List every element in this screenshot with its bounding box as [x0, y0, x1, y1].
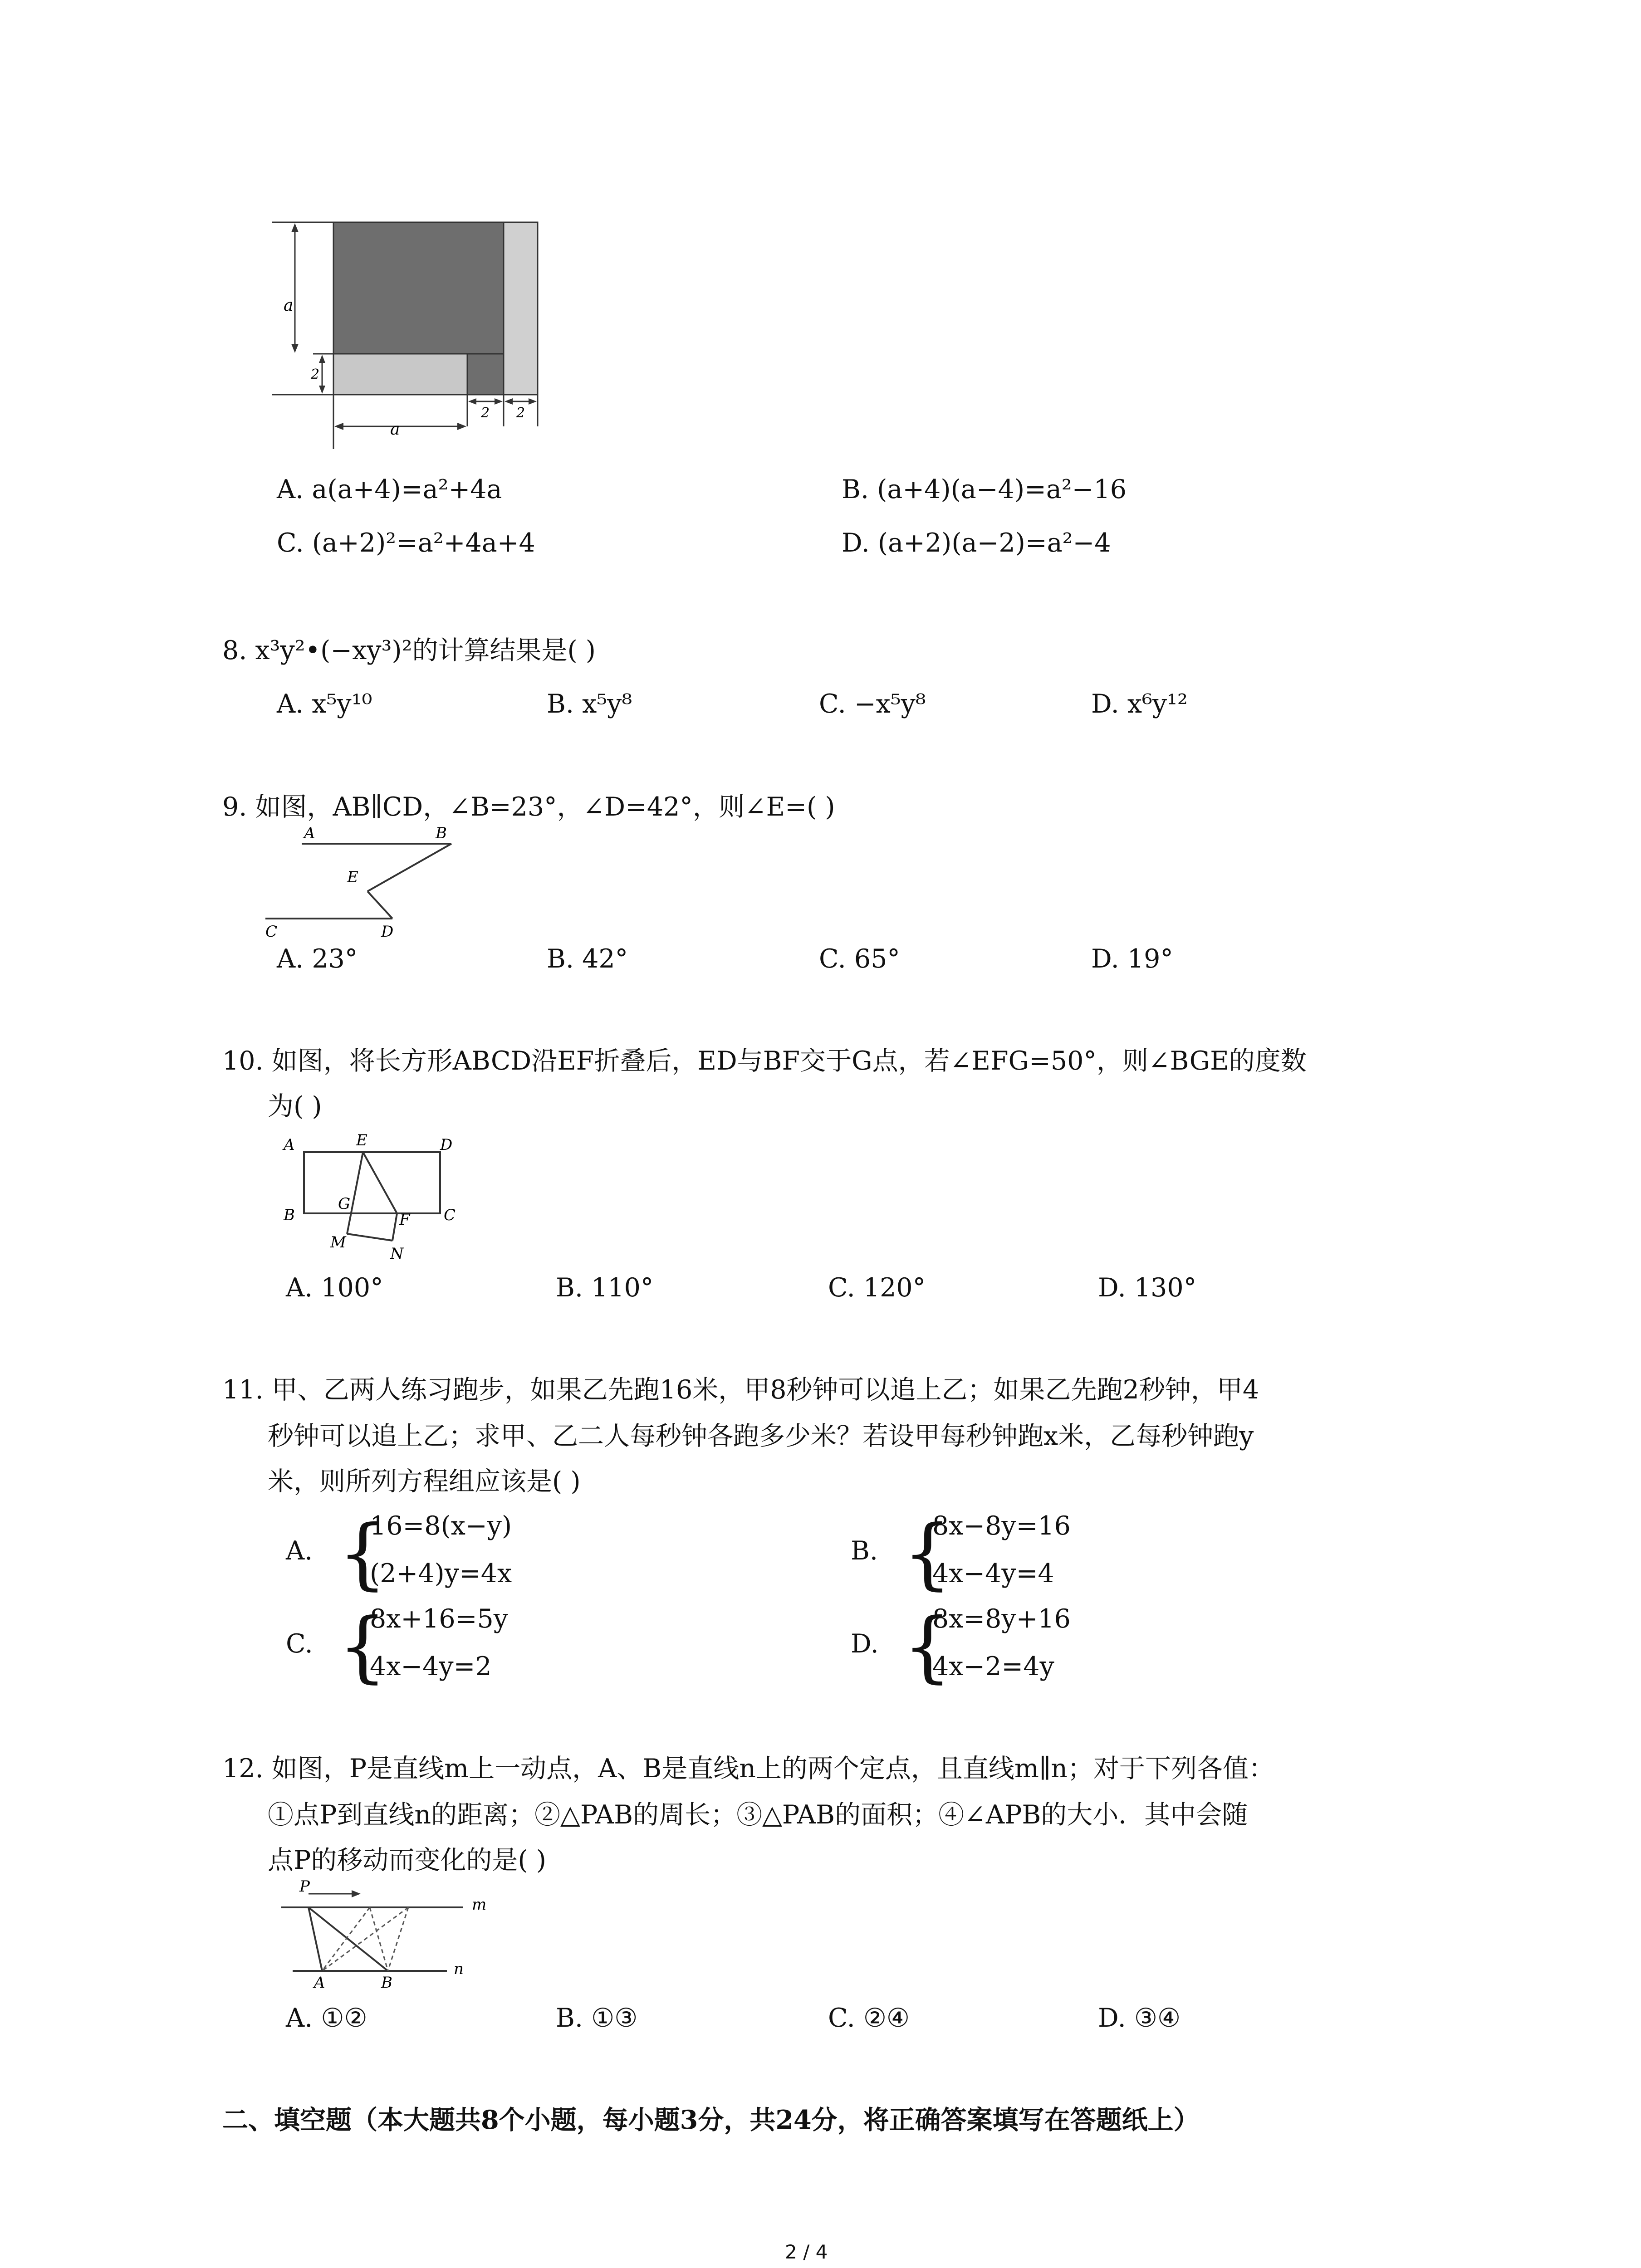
q11-option-d-eq1: 8x=8y+16	[932, 1604, 1071, 1634]
q10-stem-line1: 10. 如图，将长方形ABCD沿EF折叠后，ED与BF交于G点，若∠EFG=50°，则∠BGE的度数	[222, 1046, 1307, 1076]
q10-stem-line2: 为( )	[268, 1091, 322, 1121]
q10-label-M: M	[330, 1233, 346, 1251]
q10-option-b[interactable]: B. 110°	[556, 1273, 654, 1303]
q9-option-c[interactable]: C. 65°	[819, 944, 900, 974]
q10-label-N: N	[390, 1245, 404, 1263]
q7-label-a-bottom: a	[390, 420, 400, 439]
q7-label-a-left: a	[284, 296, 294, 315]
q11-option-d-label[interactable]: D.	[851, 1629, 879, 1659]
q12-option-b[interactable]: B. ①③	[556, 2003, 638, 2033]
q9-option-a[interactable]: A. 23°	[277, 944, 358, 974]
q11-option-c-eq2: 4x−4y=2	[370, 1652, 492, 1681]
q11-option-a-eq2: (2+4)y=4x	[370, 1559, 512, 1589]
q8-option-c[interactable]: C. −x⁵y⁸	[819, 689, 926, 719]
q7-option-d[interactable]: D. (a+2)(a−2)=a²−4	[842, 528, 1111, 558]
q9-option-b[interactable]: B. 42°	[547, 944, 628, 974]
q9-label-E: E	[347, 868, 358, 886]
q11-stem-line2: 秒钟可以追上乙；求甲、乙二人每秒钟各跑多少米？若设甲每秒钟跑x米，乙每秒钟跑y	[268, 1421, 1254, 1451]
q7-label-2-bottom1: 2	[481, 405, 490, 421]
q12-label-P: P	[299, 1877, 310, 1896]
q7-label-2-left: 2	[311, 367, 320, 382]
q9-option-d[interactable]: D. 19°	[1091, 944, 1173, 974]
q10-option-d[interactable]: D. 130°	[1098, 1273, 1197, 1303]
q11-option-c-label[interactable]: C.	[286, 1629, 313, 1659]
q10-option-a[interactable]: A. 100°	[286, 1273, 383, 1303]
q11-stem-line3: 米，则所列方程组应该是( )	[268, 1466, 581, 1496]
q11-option-b-label[interactable]: B.	[851, 1536, 878, 1566]
q11-option-a-label[interactable]: A.	[286, 1536, 313, 1566]
q9-figure	[261, 826, 497, 948]
q12-stem-line2: ①点P到直线n的距离；②△PAB的周长；③△PAB的面积；④∠APB的大小．其中会随	[268, 1800, 1248, 1830]
q11-option-c-eq1: 8x+16=5y	[370, 1604, 508, 1634]
q10-label-D: D	[440, 1136, 453, 1154]
q7-figure	[268, 213, 558, 458]
q8-option-b[interactable]: B. x⁵y⁸	[547, 689, 632, 719]
q11-option-b-eq2: 4x−4y=4	[932, 1559, 1054, 1589]
q12-figure	[272, 1873, 526, 1996]
q10-label-B: B	[284, 1206, 295, 1224]
q11-option-b-brace: {	[903, 1509, 952, 1598]
q12-stem-line3: 点P的移动而变化的是( )	[268, 1845, 546, 1875]
q11-option-c-brace: {	[338, 1602, 387, 1691]
q11-option-a-brace: {	[338, 1509, 387, 1598]
q11-stem-line1: 11. 甲、乙两人练习跑步，如果乙先跑16米，甲8秒钟可以追上乙；如果乙先跑2秒钟，甲4	[222, 1375, 1259, 1405]
q9-label-C: C	[265, 923, 278, 941]
q10-label-G: G	[338, 1195, 351, 1213]
page-number: 2 / 4	[785, 2241, 828, 2263]
q7-option-a[interactable]: A. a(a+4)=a²+4a	[277, 474, 502, 504]
q7-option-c[interactable]: C. (a+2)²=a²+4a+4	[277, 528, 535, 558]
q9-label-B: B	[436, 826, 447, 842]
q11-option-d-brace: {	[903, 1602, 952, 1691]
q8-option-d[interactable]: D. x⁶y¹²	[1091, 689, 1188, 719]
q12-label-B: B	[381, 1974, 392, 1992]
q10-figure	[277, 1129, 485, 1266]
q10-label-A: A	[284, 1136, 295, 1154]
q12-stem-line1: 12. 如图，P是直线m上一动点，A、B是直线n上的两个定点，且直线m∥n；对于下列各值：	[222, 1754, 1275, 1784]
q8-option-a[interactable]: A. x⁵y¹⁰	[277, 689, 372, 719]
q12-label-m: m	[472, 1896, 487, 1914]
q11-option-d-eq2: 4x−2=4y	[932, 1652, 1054, 1681]
q10-label-F: F	[399, 1211, 410, 1229]
q8-stem: 8. x³y²•(−xy³)²的计算结果是( )	[222, 635, 596, 665]
q12-option-d[interactable]: D. ③④	[1098, 2003, 1181, 2033]
q9-label-D: D	[381, 923, 394, 941]
q10-label-C: C	[444, 1206, 456, 1224]
q12-label-n: n	[454, 1960, 464, 1978]
q12-label-A: A	[314, 1974, 325, 1992]
q9-label-A: A	[304, 826, 315, 842]
q10-label-E: E	[356, 1131, 367, 1149]
q11-option-b-eq1: 8x−8y=16	[932, 1511, 1071, 1541]
q11-option-a-eq1: 16=8(x−y)	[370, 1511, 512, 1541]
section2-heading: 二、填空题（本大题共8个小题，每小题3分，共24分，将正确答案填写在答题纸上）	[222, 2105, 1200, 2135]
q7-label-2-bottom2: 2	[516, 405, 525, 421]
q10-option-c[interactable]: C. 120°	[828, 1273, 926, 1303]
q12-option-a[interactable]: A. ①②	[286, 2003, 367, 2033]
q7-option-b[interactable]: B. (a+4)(a−4)=a²−16	[842, 474, 1127, 504]
q12-option-c[interactable]: C. ②④	[828, 2003, 910, 2033]
q9-stem: 9. 如图，AB∥CD，∠B=23°，∠D=42°，则∠E=( )	[222, 792, 835, 822]
